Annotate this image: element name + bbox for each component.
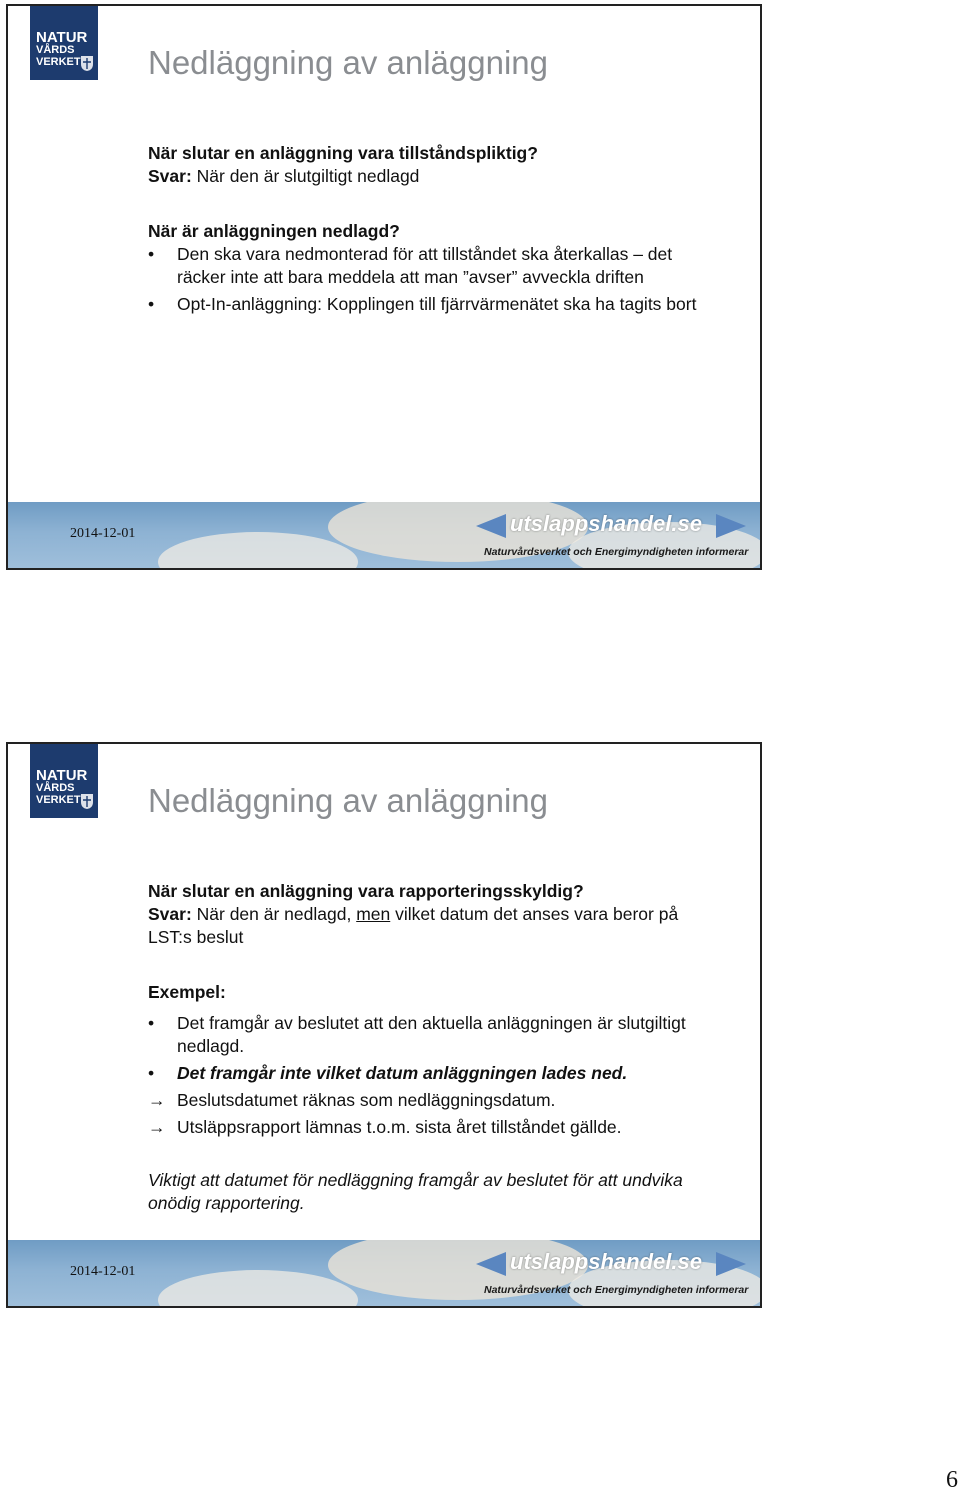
arrow-left-icon xyxy=(476,514,506,538)
list-item-text: Den ska vara nedmonterad för att tillståndet ska återkallas – det räcker inte att bara meddela att man ”avser” avveckla driften xyxy=(177,244,673,287)
footer-date: 2014-12-01 xyxy=(70,526,136,541)
answer-text-1: När den är nedlagd, xyxy=(191,904,357,924)
naturvardsverket-logo xyxy=(30,744,98,818)
brand-name: utslappshandel.se xyxy=(510,511,702,536)
slide-footer-banner xyxy=(8,502,760,568)
bullet-marker: • xyxy=(148,244,155,264)
list-item xyxy=(148,1012,720,1058)
slide-footer-banner xyxy=(8,1240,760,1306)
slide-title: Nedläggning av anläggning xyxy=(148,782,548,819)
question: När slutar en anläggning vara rapporteringsskyldig? xyxy=(148,881,584,901)
arrow-right-icon: → xyxy=(148,1090,166,1110)
slide-body xyxy=(148,142,720,320)
list-item-text: Det framgår inte vilket datum anläggningen lades ned. xyxy=(177,1063,628,1083)
footer-tagline: Naturvårdsverket och Energimyndigheten informerar xyxy=(484,546,749,558)
logo-line-1: NATUR xyxy=(36,29,88,46)
logo-line-3: VERKET xyxy=(36,56,81,68)
bullet-marker: • xyxy=(148,294,155,314)
note: Viktigt att datumet för nedläggning framgår av beslutet för att undvika onödig rapportering. xyxy=(148,1170,683,1213)
list-item xyxy=(148,293,720,316)
example-list xyxy=(148,1012,720,1139)
list-item xyxy=(148,1116,720,1139)
arrow-right-icon xyxy=(716,1252,746,1276)
answer-text-2: vilket datum det anses vara beror på LST:s beslut xyxy=(148,904,679,947)
slide-body xyxy=(148,880,720,1215)
answer-label: Svar: xyxy=(148,166,192,186)
bullet-marker: • xyxy=(148,1063,155,1083)
arrow-left-icon xyxy=(476,1252,506,1276)
slide-title: Nedläggning av anläggning xyxy=(148,44,548,81)
slide-2 xyxy=(6,742,762,1308)
list-item xyxy=(148,243,720,289)
list-item-text: Utsläppsrapport lämnas t.o.m. sista året tillståndet gällde. xyxy=(177,1117,622,1137)
naturvardsverket-logo xyxy=(30,6,98,80)
arrow-right-icon: → xyxy=(148,1117,166,1137)
bullet-list xyxy=(148,243,720,316)
logo-line-2: VÅRDS xyxy=(36,44,75,56)
footer-date: 2014-12-01 xyxy=(70,1264,136,1279)
brand-name: utslappshandel.se xyxy=(510,1249,702,1274)
logo-line-3: VERKET xyxy=(36,794,81,806)
list-item-text: Opt-In-anläggning: Kopplingen till fjärrvärmenätet ska ha tagits bort xyxy=(177,294,697,314)
answer-text: När den är slutgiltigt nedlagd xyxy=(191,166,420,186)
question: När slutar en anläggning vara tillståndspliktig? xyxy=(148,143,538,163)
footer-tagline: Naturvårdsverket och Energimyndigheten informerar xyxy=(484,1284,749,1296)
answer-underlined: men xyxy=(356,904,391,924)
crest-icon xyxy=(80,792,94,810)
answer xyxy=(148,903,720,949)
bullet-marker: • xyxy=(148,1013,155,1033)
answer xyxy=(148,165,720,188)
list-item-text: Beslutsdatumet räknas som nedläggningsdatum. xyxy=(177,1090,556,1110)
list-item-text: Det framgår av beslutet att den aktuella anläggningen är slutgiltigt nedlagd. xyxy=(177,1013,686,1056)
example-heading: Exempel: xyxy=(148,982,226,1002)
question: När är anläggningen nedlagd? xyxy=(148,221,400,241)
slide-1 xyxy=(6,4,762,570)
arrow-right-icon xyxy=(716,514,746,538)
list-item xyxy=(148,1089,720,1112)
page-number: 6 xyxy=(946,1467,958,1493)
list-item xyxy=(148,1062,720,1085)
crest-icon xyxy=(80,54,94,72)
answer-label: Svar: xyxy=(148,904,192,924)
logo-line-1: NATUR xyxy=(36,767,88,784)
logo-line-2: VÅRDS xyxy=(36,782,75,794)
